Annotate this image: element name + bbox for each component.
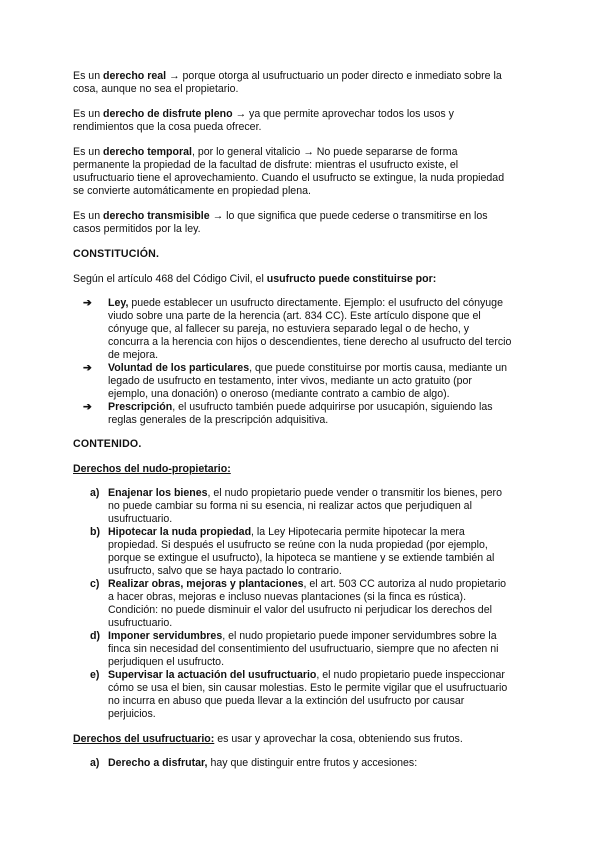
text: Es un: [73, 146, 104, 158]
bold-term: Derecho a disfrutar,: [108, 757, 208, 769]
constitucion-intro: [73, 273, 513, 286]
text: , por lo general vitalicio → No puede separarse de forma permanente la propiedad de la facultad de disfrute: mientras el usufructo existe, el usufructuario tiene el aprovechamiento. Cuando el usufructo se extingue, la nuda propiedad se convierte automáticamente en propiedad plena.: [73, 146, 505, 197]
bold-term: Voluntad de los particulares: [108, 362, 250, 374]
nudo-propietario-list: [73, 487, 513, 721]
arrow-bullet-icon: ➔: [83, 362, 92, 374]
subheading-nudo-propietario: [73, 463, 513, 476]
section-heading-contenido: CONTENIDO.: [73, 438, 142, 450]
paragraph-derecho-disfrute: [73, 108, 513, 134]
paragraph-derecho-temporal: [73, 146, 513, 198]
underlined-title: Derechos del usufructuario:: [73, 733, 215, 745]
list-marker: e): [90, 669, 100, 681]
text: → ya que permite aprovechar todos los usos y rendimientos que la cosa pueda ofrecer.: [73, 108, 454, 133]
bold-term: Prescripción: [108, 401, 173, 413]
text: , la Ley Hipotecaria permite hipotecar la mera propiedad. Si después el usufructo se reúne con la nuda propiedad (por ejemplo, porque se extingue el usufructo), la hipoteca se mantiene y se extiende también al usufructo, salvo que se haya pactado lo contrario.: [108, 526, 495, 577]
text: Es un: [73, 108, 104, 120]
section-heading-constitucion: CONSTITUCIÓN.: [73, 248, 160, 260]
list-marker: d): [90, 630, 100, 642]
constitucion-list: [73, 297, 513, 427]
list-item: [73, 297, 513, 362]
text: , el usufructo también puede adquirirse por usucapión, siguiendo las reglas generales de la prescripción adquisitiva.: [108, 401, 493, 426]
text: es usar y aprovechar la cosa, obteniendo sus frutos.: [214, 733, 463, 745]
list-marker: c): [90, 578, 100, 590]
text: , el nudo propietario puede imponer servidumbres sobre la finca sin necesidad del consentimiento del usufructuario, siempre que no afecten ni perjudiquen el usufructo.: [108, 630, 499, 668]
document-page: [73, 70, 513, 782]
list-marker: b): [90, 526, 100, 538]
bold-term: Realizar obras, mejoras y plantaciones: [108, 578, 304, 590]
bold-term: Supervisar la actuación del usufructuario: [108, 669, 317, 681]
bold-term: Enajenar los bienes: [108, 487, 208, 499]
list-item: [73, 669, 513, 721]
bold-term: Ley,: [108, 297, 129, 309]
bold-term: Imponer servidumbres: [108, 630, 223, 642]
bold-term: derecho temporal: [103, 146, 192, 158]
text: puede establecer un usufructo directamente. Ejemplo: el usufructo del cónyuge viudo sobre una parte de la herencia (art. 834 CC). Este artículo dispone que el cónyuge que, al fallecer su pareja, no estuviera separado legal o de hecho, y concurra a la herencia con hijos o descendientes, tiene derecho al usufructo del tercio de mejora.: [108, 297, 512, 361]
list-marker: a): [90, 487, 100, 499]
text: Es un: [73, 70, 104, 82]
usufructuario-list: [73, 757, 513, 770]
text: , el nudo propietario puede vender o transmitir los bienes, pero no puede cambiar su forma ni su esencia, ni realizar actos que perjudiquen al usufructuario.: [108, 487, 502, 525]
list-item: [73, 526, 513, 578]
text: → lo que significa que puede cederse o transmitirse en los casos permitidos por la ley.: [73, 210, 488, 235]
bold-term: derecho de disfrute pleno: [103, 108, 233, 120]
list-marker: a): [90, 757, 100, 769]
text: , que puede constituirse por mortis causa, mediante un legado de usufructo en testamento, inter vivos, mediante un acto gratuito (por ejemplo, una donación) o oneroso (mediante contrato a cambio de algo).: [108, 362, 508, 400]
bold-term: usufructo puede constituirse por:: [266, 273, 437, 285]
list-item: [73, 487, 513, 526]
list-item: [73, 362, 513, 401]
text: Según el artículo 468 del Código Civil, el: [73, 273, 267, 285]
text: hay que distinguir entre frutos y accesiones:: [207, 757, 418, 769]
list-item: [73, 630, 513, 669]
bold-term: derecho transmisible: [103, 210, 210, 222]
arrow-bullet-icon: ➔: [83, 401, 92, 413]
text: → porque otorga al usufructuario un poder directo e inmediato sobre la cosa, aunque no sea el propietario.: [73, 70, 502, 95]
bold-term: Hipotecar la nuda propiedad: [108, 526, 252, 538]
underlined-title: Derechos del nudo-propietario:: [73, 463, 231, 475]
list-item: [73, 578, 513, 630]
list-item: [73, 757, 513, 770]
paragraph-derecho-transmisible: [73, 210, 513, 236]
arrow-bullet-icon: ➔: [83, 297, 92, 309]
list-item: [73, 401, 513, 427]
text: Es un: [73, 210, 104, 222]
text: , el nudo propietario puede inspeccionar cómo se usa el bien, sin causar molestias. Esto le permite vigilar que el usufructuario no incurra en abuso que pueda llevar a la extinción del usufructo por causar perjuicios.: [108, 669, 508, 720]
bold-term: derecho real: [103, 70, 167, 82]
subheading-usufructuario: [73, 733, 513, 746]
paragraph-derecho-real: [73, 70, 513, 96]
text: , el art. 503 CC autoriza al nudo propietario a hacer obras, mejoras e incluso nuevas plantaciones (si la finca es rústica). Condición: no puede disminuir el valor del usufructo ni perjudicar los derechos del usufructuario.: [108, 578, 507, 629]
